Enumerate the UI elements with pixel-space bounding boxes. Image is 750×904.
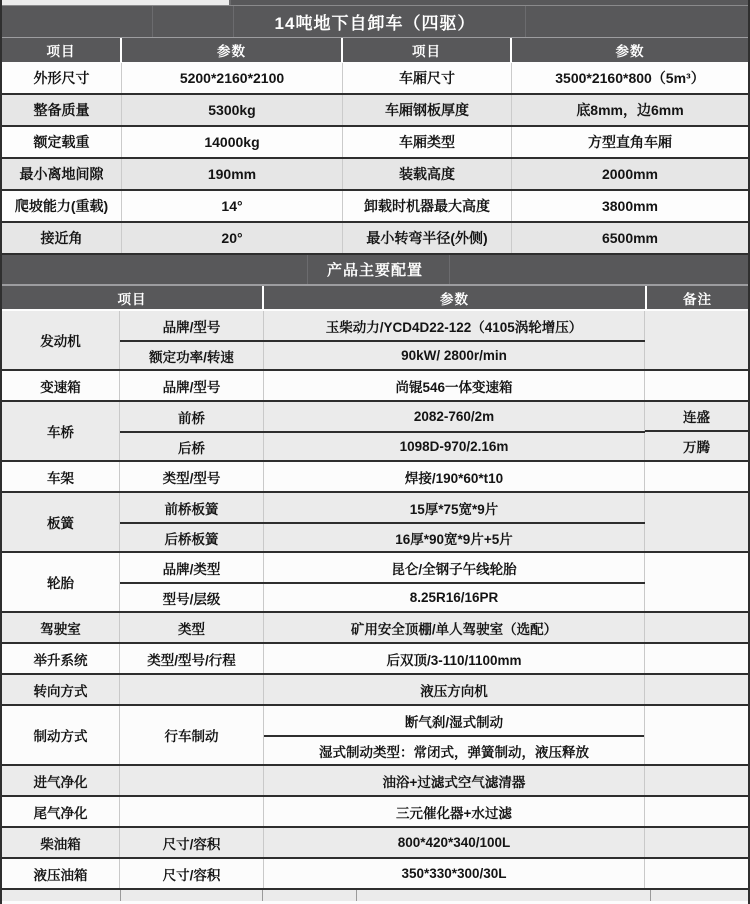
spec-item-label: 外形尺寸 [2, 63, 122, 93]
cropped-cell-remnant [2, 0, 231, 5]
cell-border-remnant [356, 890, 357, 901]
sub-label-cell [120, 766, 264, 795]
param-value-cell: 断气刹/湿式制动 [404, 714, 504, 730]
config-row [120, 462, 645, 491]
spec-row [2, 159, 748, 191]
note-value [645, 371, 748, 400]
config-row [120, 311, 645, 340]
param-value-cell: 焊接/190*60*t10 [264, 462, 645, 491]
spec-row [2, 127, 748, 159]
ghost-column-line [525, 6, 526, 37]
sub-label-cell: 后桥板簧 [120, 524, 264, 551]
group-rows [120, 371, 645, 400]
param-value-stack [264, 706, 645, 764]
group-rows [120, 613, 645, 642]
config-row [120, 613, 645, 642]
spec-item-label: 接近角 [2, 223, 122, 253]
note-cell [645, 371, 748, 400]
spec-item-label: 车厢类型 [343, 127, 512, 157]
sub-label-cell: 前桥 [120, 402, 264, 431]
param-value-cell: 90kW/ 2800r/min [264, 342, 645, 369]
config-row [120, 582, 645, 611]
sub-label-cell: 型号/层级 [120, 584, 264, 611]
spec-item-label: 最小离地间隙 [2, 159, 122, 189]
spec-item-value: 14° [122, 191, 343, 221]
note-value [645, 553, 748, 582]
config-group-tires [2, 553, 748, 613]
note-value [645, 706, 748, 764]
spec-item-label: 车厢尺寸 [343, 63, 512, 93]
category-cell: 车桥 [2, 402, 120, 460]
sub-label-cell: 类型/型号 [120, 462, 264, 491]
category-cell: 举升系统 [2, 644, 120, 673]
config-section-title: 产品主要配置 [326, 262, 423, 279]
spec-header-param-2: 参数 [512, 38, 750, 62]
category-cell: 制动方式 [2, 706, 120, 764]
cell-border-remnant [120, 890, 121, 901]
param-value-cell: 湿式制动类型：常闭式，弹簧制动，液压释放 [264, 735, 644, 764]
note-cell [645, 828, 748, 857]
config-group-leaf-spring [2, 493, 748, 553]
param-value-cell: 1098D-970/2.16m [264, 433, 645, 460]
config-row [120, 431, 645, 460]
spec-item-value: 方型直角车厢 [588, 134, 672, 150]
config-group-exhaust-purification [2, 797, 748, 828]
config-row [120, 553, 645, 582]
spec-table [2, 63, 748, 255]
param-value-cell: 油浴+过滤式空气滤清器 [264, 766, 645, 795]
spec-header-item-2: 项目 [343, 38, 512, 62]
spec-item-label: 装载高度 [343, 159, 512, 189]
note-value [645, 644, 748, 673]
param-value-cell: 玉柴动力/YCD4D22-122（4105涡轮增压） [264, 311, 645, 340]
param-value-cell: 350*330*300/30L [264, 859, 645, 888]
note-value [645, 462, 748, 491]
group-rows [120, 828, 645, 857]
spec-item-value: 6500mm [601, 230, 659, 246]
spec-row [2, 191, 748, 223]
sub-label-cell: 额定功率/转速 [120, 342, 264, 369]
note-cell [645, 462, 748, 491]
spec-item-value: 底8mm，边6mm [576, 102, 684, 118]
category-cell: 发动机 [2, 311, 120, 369]
category-cell: 柴油箱 [2, 828, 120, 857]
group-rows [120, 675, 645, 704]
config-group-axle [2, 402, 748, 462]
note-value: 连盛 [683, 410, 710, 425]
sub-label-cell: 类型 [120, 613, 264, 642]
param-value-cell: 液压方向机 [264, 675, 645, 704]
note-value [645, 522, 748, 551]
sub-label-cell: 前桥板簧 [120, 493, 264, 522]
category-cell: 轮胎 [2, 553, 120, 611]
spec-header-row [2, 38, 748, 63]
group-rows [120, 644, 645, 673]
cell-border-remnant [650, 890, 651, 901]
sub-label-cell: 尺寸/容积 [120, 859, 264, 888]
note-cell [645, 766, 748, 795]
group-rows [120, 311, 645, 369]
config-row [120, 859, 645, 888]
spec-item-value: 2000mm [601, 166, 659, 182]
note-cell [645, 706, 748, 764]
config-table [2, 311, 748, 890]
category-cell: 进气净化 [2, 766, 120, 795]
note-value [645, 766, 748, 795]
param-value-cell: 昆仑/全钢子午线轮胎 [264, 553, 645, 582]
note-value [645, 582, 748, 611]
param-value-cell: 15厚*75宽*9片 [264, 493, 645, 522]
spec-item-label: 整备质量 [2, 95, 122, 125]
config-row [120, 522, 645, 551]
category-cell: 板簧 [2, 493, 120, 551]
config-header-param: 参数 [264, 286, 647, 309]
config-row [120, 644, 645, 673]
ghost-column-line [152, 6, 153, 37]
cell-border-remnant [262, 890, 263, 901]
note-value [645, 828, 748, 857]
param-value-cell: 后双顶/3-110/1100mm [264, 644, 645, 673]
param-value-cell: 800*420*340/100L [264, 828, 645, 857]
category-cell: 车架 [2, 462, 120, 491]
param-value-cell: 8.25R16/16PR [264, 584, 645, 611]
sub-label-cell: 品牌/型号 [120, 311, 264, 340]
config-header-note: 备注 [647, 286, 750, 309]
spec-item-value: 190mm [122, 159, 343, 189]
group-rows [120, 493, 645, 551]
config-group-cab [2, 613, 748, 644]
config-header-item: 项目 [2, 286, 264, 309]
sub-label-cell: 类型/型号/行程 [120, 644, 264, 673]
spec-item-label: 车厢钢板厚度 [343, 95, 512, 125]
config-group-steering [2, 675, 748, 706]
note-cell [645, 311, 748, 369]
category-cell: 尾气净化 [2, 797, 120, 826]
config-group-lift-system [2, 644, 748, 675]
spec-row [2, 63, 748, 95]
config-row [120, 675, 645, 704]
config-group-diesel-tank [2, 828, 748, 859]
param-value-cell: 2082-760/2m [264, 402, 645, 431]
group-rows [120, 402, 645, 460]
spec-header-item-1: 项目 [2, 38, 122, 62]
note-cell [645, 797, 748, 826]
spec-item-label: 爬坡能力(重载) [2, 191, 122, 221]
category-cell: 驾驶室 [2, 613, 120, 642]
param-value-cell: 16厚*90宽*9片+5片 [264, 524, 645, 551]
spec-row [2, 223, 748, 255]
group-rows [120, 553, 645, 611]
note-value [645, 613, 748, 642]
config-header-row [2, 286, 748, 311]
sub-label-cell [120, 797, 264, 826]
cropped-bottom-row [2, 890, 748, 901]
config-group-engine [2, 311, 748, 371]
group-rows [120, 797, 645, 826]
sheet-title-bar [2, 6, 750, 38]
note-cell [645, 553, 748, 611]
spec-item-label: 最小转弯半径(外侧) [343, 223, 512, 253]
note-value [645, 340, 748, 369]
config-group-frame [2, 462, 748, 493]
param-value-cell: 矿用安全顶棚/单人驾驶室（选配） [264, 613, 645, 642]
note-cell [645, 613, 748, 642]
config-row [120, 493, 645, 522]
config-row [120, 766, 645, 795]
spec-row [2, 95, 748, 127]
config-row [120, 340, 645, 369]
note-cell [645, 644, 748, 673]
config-row [120, 371, 645, 400]
sub-label-cell: 尺寸/容积 [120, 828, 264, 857]
ghost-column-line [449, 255, 450, 284]
spec-item-value: 5300kg [122, 95, 343, 125]
spec-item-value: 14000kg [122, 127, 343, 157]
note-value [645, 859, 748, 888]
category-cell: 液压油箱 [2, 859, 120, 888]
config-row [120, 797, 645, 826]
ghost-column-line [233, 6, 234, 37]
note-value [645, 675, 748, 704]
note-value [645, 797, 748, 826]
note-cell [645, 675, 748, 704]
note-cell [645, 402, 748, 460]
group-rows [120, 766, 645, 795]
config-group-braking [2, 706, 748, 766]
config-row [120, 828, 645, 857]
note-value [645, 493, 748, 522]
config-group-hydraulic-tank [2, 859, 748, 890]
sub-label-cell: 后桥 [120, 433, 264, 460]
config-group-intake-purification [2, 766, 748, 797]
note-value: 万腾 [645, 430, 748, 460]
param-value-cell: 尚锟546一体变速箱 [264, 371, 645, 400]
category-cell: 转向方式 [2, 675, 120, 704]
sub-label-cell: 品牌/类型 [120, 553, 264, 582]
spec-item-value: 3800mm [601, 198, 659, 214]
note-value [645, 311, 748, 340]
group-rows [120, 462, 645, 491]
sheet-title: 14吨地下自卸车（四驱） [274, 14, 476, 33]
note-cell [645, 493, 748, 551]
config-section-bar [2, 255, 750, 286]
spec-item-value: 5200*2160*2100 [122, 63, 343, 93]
spec-item-value: 20° [122, 223, 343, 253]
spec-item-label: 额定载重 [2, 127, 122, 157]
ghost-column-line [307, 255, 308, 284]
config-group-gearbox [2, 371, 748, 402]
group-rows [120, 859, 645, 888]
sub-label-cell: 品牌/型号 [120, 371, 264, 400]
sub-label-cell: 行车制动 [120, 706, 264, 764]
spec-item-label: 卸载时机器最大高度 [343, 191, 512, 221]
spec-header-param-1: 参数 [122, 38, 343, 62]
spec-item-value: 3500*2160*800（5m³） [555, 70, 705, 86]
note-cell [645, 859, 748, 888]
param-value-cell: 三元催化器+水过滤 [264, 797, 645, 826]
config-row [120, 402, 645, 431]
sub-label-cell [120, 675, 264, 704]
category-cell: 变速箱 [2, 371, 120, 400]
